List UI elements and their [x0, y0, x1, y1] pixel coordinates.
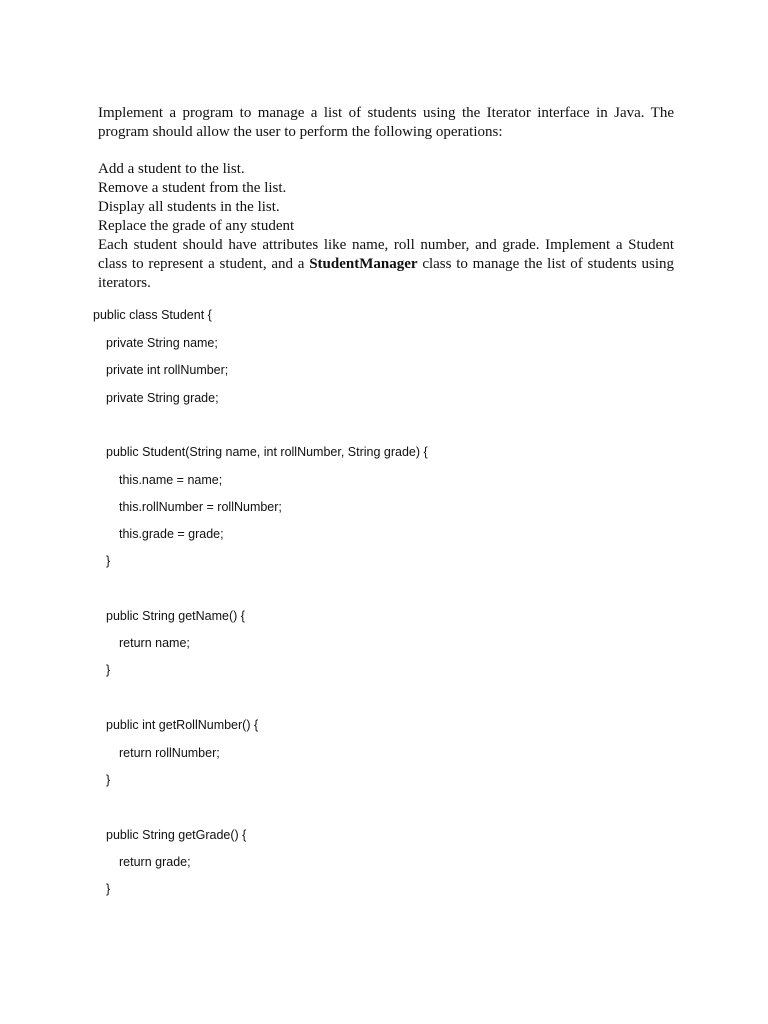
- code-line: public int getRollNumber() {: [106, 718, 259, 732]
- operation-item: Add a student to the list.: [98, 161, 245, 177]
- attributes-text-1: Each student should have attributes like name, roll number, and grade. Implement a Student class to represent a student, and a: [98, 237, 674, 272]
- code-line: public String getName() {: [106, 609, 245, 623]
- operation-item: Remove a student from the list.: [98, 180, 287, 196]
- code-line: private String name;: [106, 336, 218, 350]
- code-line: }: [106, 663, 111, 677]
- operation-item: Display all students in the list.: [98, 199, 280, 215]
- code-line: }: [106, 882, 111, 896]
- code-line: }: [106, 554, 111, 568]
- code-line: }: [106, 773, 111, 787]
- code-line: this.rollNumber = rollNumber;: [119, 500, 282, 514]
- code-line: return grade;: [119, 855, 191, 869]
- operation-item: Replace the grade of any student: [98, 218, 295, 234]
- intro-paragraph: Implement a program to manage a list of students using the Iterator interface in Java. The program should allow the user to perform the following operations:: [98, 105, 674, 140]
- code-line: public Student(String name, int rollNumber, String grade) {: [106, 445, 428, 459]
- attributes-text-2: class to manage the list of students using iterators.: [98, 256, 674, 291]
- code-line: this.grade = grade;: [119, 527, 224, 541]
- code-line: private int rollNumber;: [106, 363, 229, 377]
- code-line: public class Student {: [93, 308, 212, 322]
- code-line: this.name = name;: [119, 473, 223, 487]
- student-manager-term: StudentManager: [309, 256, 418, 272]
- code-line: return rollNumber;: [119, 746, 220, 760]
- code-line: return name;: [119, 636, 190, 650]
- code-line: private String grade;: [106, 391, 219, 405]
- code-line: public String getGrade() {: [106, 828, 247, 842]
